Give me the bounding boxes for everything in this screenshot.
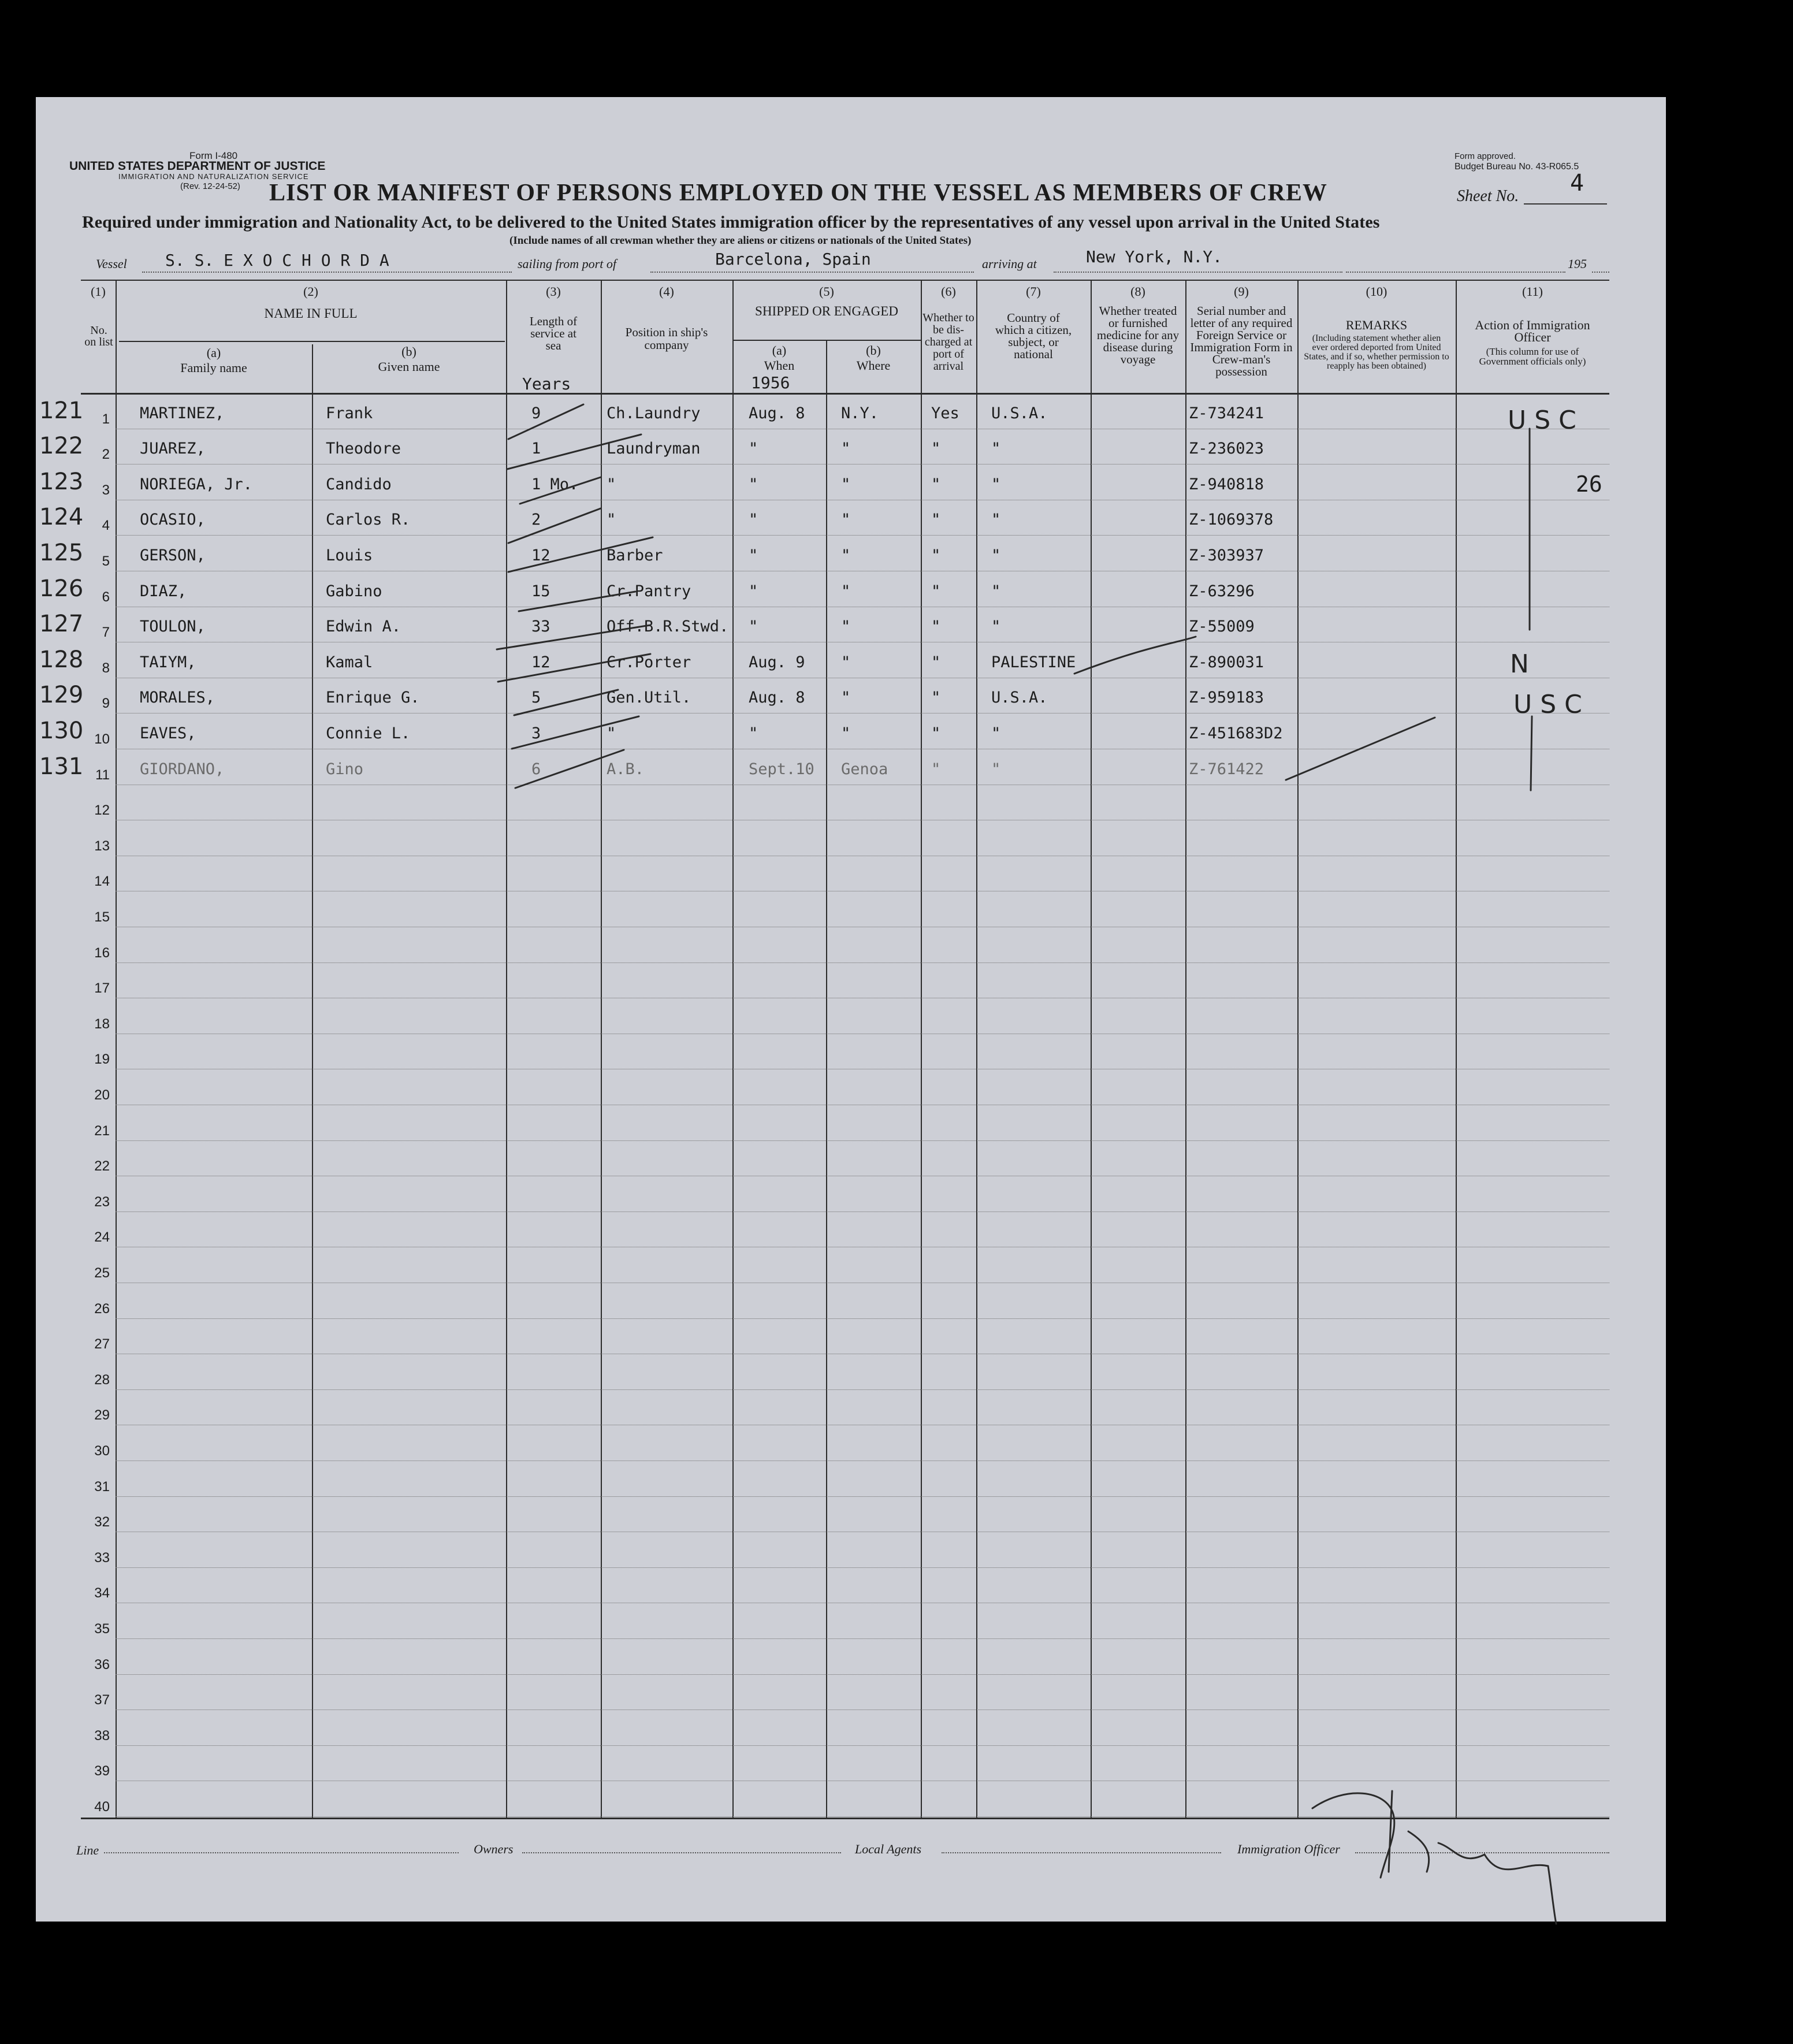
col5-number: (5) xyxy=(819,284,834,299)
cell-years: 15 xyxy=(531,582,550,600)
cell-given: Kamal xyxy=(326,653,373,671)
cell-where: " xyxy=(841,440,851,458)
cell-country: " xyxy=(991,724,1001,742)
cell-years: 12 xyxy=(531,653,550,671)
include-note: (Include names of all crewman whether they are aliens or citizens or nationals of the United States) xyxy=(509,235,972,247)
line-number: 7 xyxy=(102,625,110,641)
line-number: 34 xyxy=(94,1585,110,1601)
handwritten-list-number: 126 xyxy=(39,575,84,602)
arriving-label: arriving at xyxy=(982,257,1037,271)
sheet-label: Sheet No. xyxy=(1457,187,1519,205)
officer-mark-usc-1: U S C xyxy=(1508,406,1576,435)
line-number: 8 xyxy=(102,660,110,676)
sailing-label: sailing from port of xyxy=(518,257,616,271)
budget-bureau: Budget Bureau No. 43-R065.5 xyxy=(1455,162,1579,172)
cell-family: GIORDANO, xyxy=(140,760,225,778)
cell-discharge: " xyxy=(931,547,941,564)
cell-discharge: " xyxy=(931,653,941,671)
cell-when: " xyxy=(749,724,758,742)
col2b-sub: (b) xyxy=(401,344,416,359)
cell-country: " xyxy=(991,511,1001,529)
line-number: 21 xyxy=(94,1123,110,1139)
cell-country: PALESTINE xyxy=(991,653,1076,671)
col10-number: (10) xyxy=(1366,284,1387,299)
line-number: 25 xyxy=(94,1265,110,1281)
cell-when: " xyxy=(749,511,758,529)
cell-where: Genoa xyxy=(841,760,888,778)
col9-number: (9) xyxy=(1234,284,1249,299)
line-number: 40 xyxy=(94,1799,110,1815)
cell-country: " xyxy=(991,547,1001,564)
cell-when: " xyxy=(749,618,758,636)
line-number: 32 xyxy=(94,1514,110,1530)
year-prefix: 195 xyxy=(1568,257,1587,271)
revision: (Rev. 12-24-52) xyxy=(180,181,240,191)
cell-discharge: " xyxy=(931,618,941,636)
cell-position: Gen.Util. xyxy=(607,689,691,707)
handwritten-list-number: 124 xyxy=(39,504,84,531)
cell-when: Sept.10 xyxy=(749,760,814,778)
line-number: 35 xyxy=(94,1621,110,1637)
line-number: 16 xyxy=(94,945,110,961)
handwritten-list-number: 122 xyxy=(39,433,84,460)
footer-agents-label: Local Agents xyxy=(855,1842,922,1856)
cell-family: GERSON, xyxy=(140,547,206,564)
cell-country: " xyxy=(991,760,1001,778)
service: IMMIGRATION AND NATURALIZATION SERVICE xyxy=(118,172,309,181)
cell-years: 1 Mo. xyxy=(531,475,579,493)
cell-serial: Z-55009 xyxy=(1189,618,1255,636)
cell-when: " xyxy=(749,440,758,458)
line-number: 2 xyxy=(102,447,110,463)
col11-header: Action of Immigration Officer xyxy=(1475,318,1590,344)
cell-country: U.S.A. xyxy=(991,404,1048,422)
line-number: 30 xyxy=(94,1443,110,1459)
col7-number: (7) xyxy=(1026,284,1041,299)
department: UNITED STATES DEPARTMENT OF JUSTICE xyxy=(69,159,326,173)
col4-number: (4) xyxy=(659,284,674,299)
cell-when: Aug. 8 xyxy=(749,404,805,422)
cell-years: 1 xyxy=(531,440,541,458)
cell-years: 9 xyxy=(531,404,541,422)
cell-serial: Z-734241 xyxy=(1189,404,1264,422)
col8-header: Whether treated or furnished medicine for any disease during voyage xyxy=(1096,304,1180,366)
cell-country: " xyxy=(991,475,1001,493)
cell-position: " xyxy=(607,724,616,742)
col9-header: Serial number and letter of any required Foreign Service or Immigration Form in Crew-man's possession xyxy=(1190,304,1293,378)
line-number: 1 xyxy=(102,411,110,427)
cell-serial: Z-63296 xyxy=(1189,582,1255,600)
cell-where: N.Y. xyxy=(841,404,879,422)
col5b-sub: (b) xyxy=(866,343,881,358)
cell-family: JUAREZ, xyxy=(140,440,206,458)
footer-owners-label: Owners xyxy=(474,1842,514,1856)
col2a-header: Family name xyxy=(180,361,247,375)
cell-years: 6 xyxy=(531,760,541,778)
col5-header: SHIPPED OR ENGAGED xyxy=(755,304,898,318)
cell-discharge: " xyxy=(931,511,941,529)
cell-position: " xyxy=(607,475,616,493)
line-number: 15 xyxy=(94,909,110,925)
col6-header: Whether to be dis-charged at port of arrival xyxy=(922,311,974,373)
officer-mark-n: N xyxy=(1510,649,1529,679)
vessel-name: S. S. E X O C H O R D A xyxy=(165,251,389,270)
cell-serial: Z-451683D2 xyxy=(1189,724,1283,742)
cell-position: Off.B.R.Stwd. xyxy=(607,618,729,636)
col5a-header: When xyxy=(764,358,795,373)
line-number: 23 xyxy=(94,1194,110,1210)
line-number: 11 xyxy=(95,767,110,783)
line-number: 36 xyxy=(94,1656,110,1673)
line-number: 6 xyxy=(102,589,110,605)
cell-given: Connie L. xyxy=(326,724,411,742)
handwritten-list-number: 121 xyxy=(39,397,84,424)
cell-when: " xyxy=(749,475,758,493)
col8-number: (8) xyxy=(1130,284,1145,299)
cell-discharge: " xyxy=(931,475,941,493)
col1-number: (1) xyxy=(91,284,106,299)
line-number: 33 xyxy=(94,1549,110,1566)
line-number: 31 xyxy=(94,1478,110,1495)
sailing-port: Barcelona, Spain xyxy=(715,250,871,269)
cell-given: Edwin A. xyxy=(326,618,401,636)
cell-years: 2 xyxy=(531,511,541,529)
cell-family: TOULON, xyxy=(140,618,206,636)
cell-when: Aug. 8 xyxy=(749,689,805,707)
cell-discharge: " xyxy=(931,582,941,600)
col10-note: (Including statement whether alien ever ordered deported from United States, and if so, whether permission to reapply has been obtained) xyxy=(1304,333,1449,371)
col2-header: NAME IN FULL xyxy=(264,306,358,321)
cell-given: Gabino xyxy=(326,582,382,600)
cell-years: 12 xyxy=(531,547,550,564)
handwritten-list-number: 129 xyxy=(39,682,84,709)
handwritten-list-number: 125 xyxy=(39,540,84,566)
cell-discharge: " xyxy=(931,760,941,778)
line-number: 37 xyxy=(94,1692,110,1708)
col6-number: (6) xyxy=(941,284,956,299)
col5a-year: 1956 xyxy=(751,373,790,392)
cell-family: MARTINEZ, xyxy=(140,404,225,422)
arriving-port: New York, N.Y. xyxy=(1086,247,1223,266)
cell-serial: Z-1069378 xyxy=(1189,511,1274,529)
handwritten-list-number: 123 xyxy=(39,468,84,495)
line-number: 29 xyxy=(94,1407,110,1424)
cell-serial: Z-303937 xyxy=(1189,547,1264,564)
cell-discharge: " xyxy=(931,724,941,742)
line-number: 38 xyxy=(94,1727,110,1744)
col11-number: (11) xyxy=(1522,284,1543,299)
line-number: 3 xyxy=(102,482,110,498)
col3-header: Length of service at sea xyxy=(529,314,578,352)
cell-family: EAVES, xyxy=(140,724,196,742)
col1-header: No. on list xyxy=(84,324,113,348)
cell-when: Aug. 9 xyxy=(749,653,805,671)
cell-when: " xyxy=(749,582,758,600)
sheet-number: 4 xyxy=(1570,170,1584,196)
officer-side-number: 26 xyxy=(1576,471,1602,497)
cell-country: " xyxy=(991,582,1001,600)
cell-given: Louis xyxy=(326,547,373,564)
form-subtitle: Required under immigration and Nationality Act, to be delivered to the United States immigration officer by the representatives of any vessel upon arrival in the United States xyxy=(82,213,1380,232)
footer-officer-label: Immigration Officer xyxy=(1237,1842,1340,1856)
form-title: LIST OR MANIFEST OF PERSONS EMPLOYED ON THE VESSEL AS MEMBERS OF CREW xyxy=(269,180,1327,206)
cell-where: " xyxy=(841,618,851,636)
cell-position: Cr.Porter xyxy=(607,653,691,671)
handwritten-list-number: 130 xyxy=(39,718,84,744)
cell-where: " xyxy=(841,689,851,707)
line-number: 9 xyxy=(102,696,110,712)
cell-serial: Z-890031 xyxy=(1189,653,1264,671)
line-number: 10 xyxy=(94,731,110,747)
cell-given: Frank xyxy=(326,404,373,422)
handwritten-list-number: 131 xyxy=(39,753,84,780)
cell-country: " xyxy=(991,618,1001,636)
line-number: 12 xyxy=(94,802,110,819)
col11-note: (This column for use of Government officials only) xyxy=(1479,346,1586,367)
cell-discharge: " xyxy=(931,440,941,458)
col7-header: Country of which a citizen, subject, or national xyxy=(995,311,1072,361)
col3-unit: Years xyxy=(522,374,571,393)
line-number: 24 xyxy=(94,1229,110,1246)
col5b-header: Where xyxy=(856,358,891,373)
footer-line-label: Line xyxy=(76,1843,99,1857)
cell-given: Enrique G. xyxy=(326,689,420,707)
cell-position: Ch.Laundry xyxy=(607,404,701,422)
cell-position: Laundryman xyxy=(607,440,701,458)
cell-where: " xyxy=(841,511,851,529)
line-number: 27 xyxy=(94,1336,110,1352)
line-number: 18 xyxy=(94,1016,110,1032)
cell-serial: Z-959183 xyxy=(1189,689,1264,707)
vessel-label: Vessel xyxy=(96,257,127,271)
col5a-sub: (a) xyxy=(772,343,787,358)
line-number: 17 xyxy=(94,980,110,997)
line-number: 39 xyxy=(94,1763,110,1779)
cell-family: NORIEGA, Jr. xyxy=(140,475,253,493)
cell-serial: Z-761422 xyxy=(1189,760,1264,778)
col2-number: (2) xyxy=(303,284,318,299)
form-approved: Form approved. xyxy=(1455,151,1516,161)
cell-where: " xyxy=(841,582,851,600)
cell-given: Candido xyxy=(326,475,392,493)
handwritten-list-number: 128 xyxy=(39,646,84,673)
form-number: Form I-480 xyxy=(189,150,238,161)
col10-header: REMARKS xyxy=(1345,318,1408,332)
line-number: 5 xyxy=(102,553,110,569)
cell-country: " xyxy=(991,440,1001,458)
cell-when: " xyxy=(749,547,758,564)
cell-serial: Z-940818 xyxy=(1189,475,1264,493)
cell-discharge: " xyxy=(931,689,941,707)
cell-where: " xyxy=(841,724,851,742)
col2a-sub: (a) xyxy=(206,345,221,360)
cell-country: U.S.A. xyxy=(991,689,1048,707)
cell-where: " xyxy=(841,475,851,493)
cell-family: OCASIO, xyxy=(140,511,206,529)
cell-position: Barber xyxy=(607,547,663,564)
line-number: 26 xyxy=(94,1300,110,1317)
cell-family: TAIYM, xyxy=(140,653,196,671)
cell-given: Carlos R. xyxy=(326,511,411,529)
col4-header: Position in ship's company xyxy=(625,325,708,352)
cell-position: Cr.Pantry xyxy=(607,582,691,600)
line-number: 28 xyxy=(94,1372,110,1388)
col3-number: (3) xyxy=(546,284,561,299)
cell-given: Theodore xyxy=(326,440,401,458)
officer-mark-usc-2: U S C xyxy=(1513,690,1582,719)
cell-discharge: Yes xyxy=(931,404,959,422)
cell-given: Gino xyxy=(326,760,364,778)
cell-years: 3 xyxy=(531,724,541,742)
cell-where: " xyxy=(841,547,851,564)
line-number: 22 xyxy=(94,1158,110,1175)
col2b-header: Given name xyxy=(378,359,440,374)
line-number: 20 xyxy=(94,1087,110,1103)
cell-years: 33 xyxy=(531,618,550,636)
cell-position: " xyxy=(607,511,616,529)
cell-family: DIAZ, xyxy=(140,582,187,600)
line-number: 14 xyxy=(94,874,110,890)
line-number: 19 xyxy=(94,1051,110,1068)
cell-serial: Z-236023 xyxy=(1189,440,1264,458)
cell-position: A.B. xyxy=(607,760,645,778)
handwritten-list-number: 127 xyxy=(39,611,84,638)
line-number: 13 xyxy=(94,838,110,854)
cell-years: 5 xyxy=(531,689,541,707)
line-number: 4 xyxy=(102,518,110,534)
cell-family: MORALES, xyxy=(140,689,215,707)
cell-where: " xyxy=(841,653,851,671)
